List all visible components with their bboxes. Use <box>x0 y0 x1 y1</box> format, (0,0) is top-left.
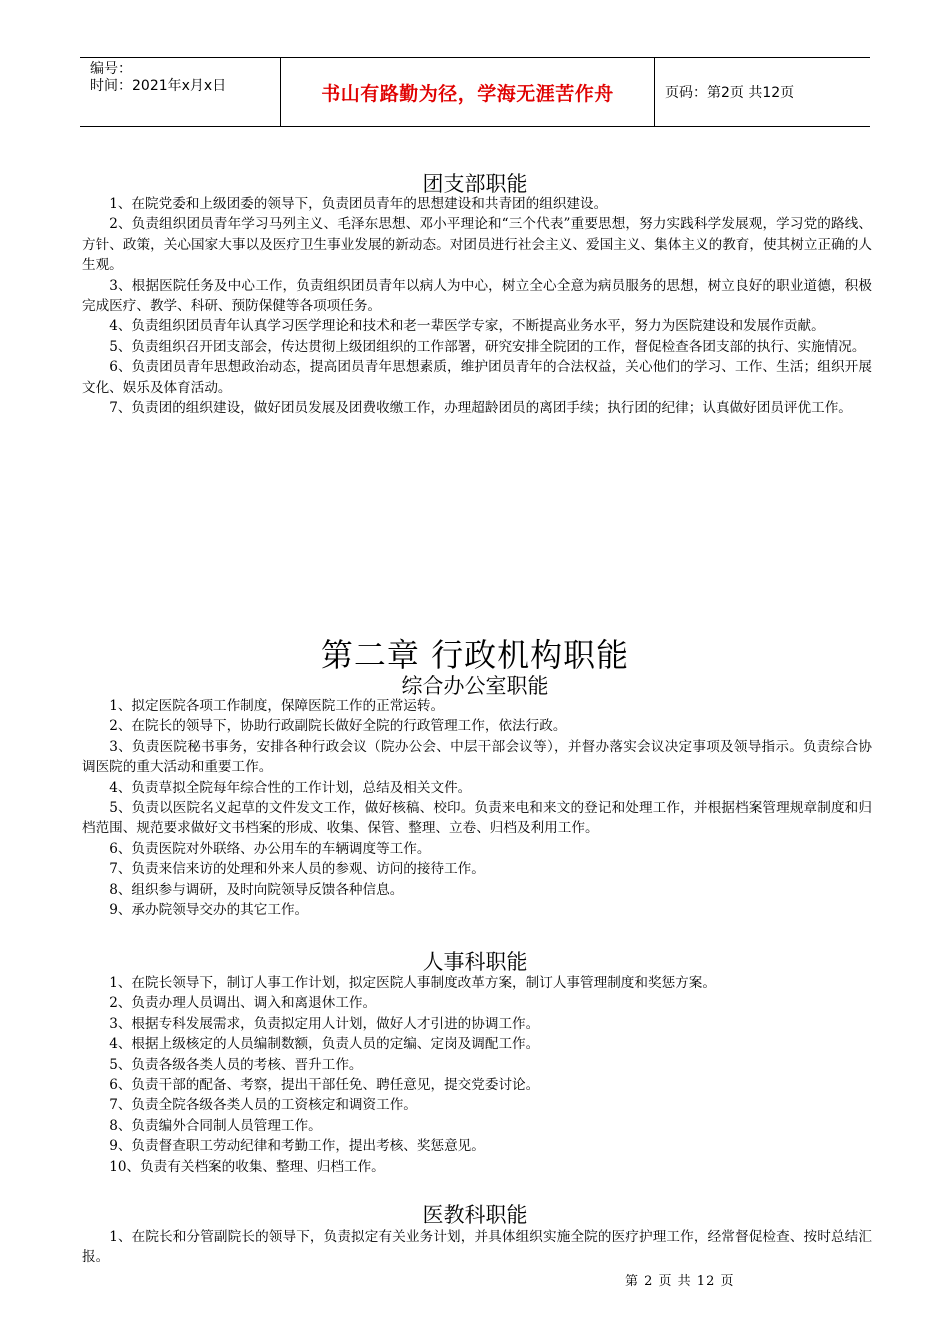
list-item: 10、负责有关档案的收集、整理、归档工作。 <box>109 1158 385 1175</box>
list-item: 1、在院长和分管副院长的领导下，负责拟定有关业务计划，并具体组织实施全院的医疗护理工作，经常督促检查、按时总结汇报。 <box>82 1229 872 1266</box>
list-item: 6、负责团员青年思想政治动态，提高团员青年思想素质，维护团员青年的合法权益，关心他们的学习、工作、生活；组织开展文化、娱乐及体育活动。 <box>82 359 872 396</box>
section-medical-education-list <box>82 1227 872 1268</box>
list-item: 6、负责医院对外联络、办公用车的车辆调度等工作。 <box>109 840 431 857</box>
list-item: 3、根据医院任务及中心工作，负责组织团员青年以病人为中心，树立全心全意为病员服务的思想，树立良好的职业道德，积极完成医疗、教学、科研、预防保健等各项项任务。 <box>82 277 872 315</box>
list-item: 5、负责组织召开团支部会，传达贯彻上级团组织的工作部署，研究安排全院团的工作，督促检查各团支部的执行、实施情况。 <box>109 338 866 355</box>
section-personnel-list <box>82 973 872 1177</box>
number-label: 编号： <box>90 61 132 77</box>
list-item: 2、负责组织团员青年学习马列主义、毛泽东思想、邓小平理论和“三个代表”重要思想，努力实践科学发展观，学习党的路线、方针、政策，关心国家大事以及医疗卫生事业发展的新动态。对团员进行社会主义、爱国主义、集体主义的教育，使其树立正确的人生观。 <box>82 216 872 274</box>
list-item: 4、负责草拟全院每年综合性的工作计划，总结及相关文件。 <box>109 779 472 796</box>
list-item: 3、根据专科发展需求，负责拟定用人计划，做好人才引进的协调工作。 <box>109 1015 540 1032</box>
list-item: 2、在院长的领导下，协助行政副院长做好全院的行政管理工作，依法行政。 <box>109 718 567 735</box>
list-item: 9、承办院领导交办的其它工作。 <box>109 902 309 919</box>
list-item: 9、负责督查职工劳动纪律和考勤工作，提出考核、奖惩意见。 <box>109 1138 485 1155</box>
list-item: 8、负责编外合同制人员管理工作。 <box>109 1117 322 1134</box>
document-header <box>80 57 870 127</box>
list-item: 5、负责以医院名义起草的文件发文工作，做好核稿、校印。负责来电和来文的登记和处理工作，并根据档案管理规章制度和归档范围、规范要求做好文书档案的形成、收集、保管、整理、立卷、归档及利用工作。 <box>82 800 872 837</box>
header-meta-cell <box>80 58 281 126</box>
time-label: 时间：2021年x月x日 <box>90 78 227 94</box>
list-item: 7、负责来信来访的处理和外来人员的参观、访问的接待工作。 <box>109 861 485 878</box>
list-item: 7、负责团的组织建设，做好团员发展及团费收缴工作，办理超龄团员的离团手续；执行团的纪律；认真做好团员评优工作。 <box>109 400 852 417</box>
list-item: 6、负责干部的配备、考察，提出干部任免、聘任意见，提交党委讨论。 <box>109 1077 540 1094</box>
list-item: 2、负责办理人员调出、调入和离退休工作。 <box>109 995 377 1012</box>
section-title-general-office: 综合办公室职能 <box>401 674 549 698</box>
list-item: 3、负责医院秘书事务，安排各种行政会议（院办公会、中层干部会议等），并督办落实会议决定事项及领导指示。负责综合协调医院的重大活动和重要工作。 <box>82 738 872 776</box>
header-page-label: 页码：第2页 共12页 <box>665 85 795 101</box>
list-item: 7、负责全院各级各类人员的工资核定和调资工作。 <box>109 1097 417 1114</box>
list-item: 5、负责各级各类人员的考核、晋升工作。 <box>109 1056 363 1073</box>
list-item: 4、负责组织团员青年认真学习医学理论和技术和老一辈医学专家，不断提高业务水平，努力为医院建设和发展作贡献。 <box>109 318 825 335</box>
list-item: 1、拟定医院各项工作制度，保障医院工作的正常运转。 <box>109 698 445 714</box>
chapter-title: 第二章 行政机构职能 <box>320 636 630 674</box>
section-title-personnel: 人事科职能 <box>422 950 528 974</box>
section-general-office-list <box>82 696 872 920</box>
list-item: 4、根据上级核定的人员编制数额，负责人员的定编、定岗及调配工作。 <box>109 1036 540 1053</box>
page-footer: 第 2 页 共 12 页 <box>625 1274 735 1289</box>
list-item: 8、组织参与调研，及时向院领导反馈各种信息。 <box>109 881 404 898</box>
section-youth-league-list <box>82 194 872 418</box>
header-motto: 书山有路勤为径，学海无涯苦作舟 <box>281 58 655 126</box>
section-title-medical-education: 医教科职能 <box>422 1203 528 1227</box>
list-item: 1、在院党委和上级团委的领导下，负责团员青年的思想建设和共青团的组织建设。 <box>109 196 608 212</box>
section-title-youth-league: 团支部职能 <box>422 172 528 196</box>
list-item: 1、在院长领导下，制订人事工作计划，拟定医院人事制度改革方案，制订人事管理制度和奖惩方案。 <box>109 975 716 991</box>
